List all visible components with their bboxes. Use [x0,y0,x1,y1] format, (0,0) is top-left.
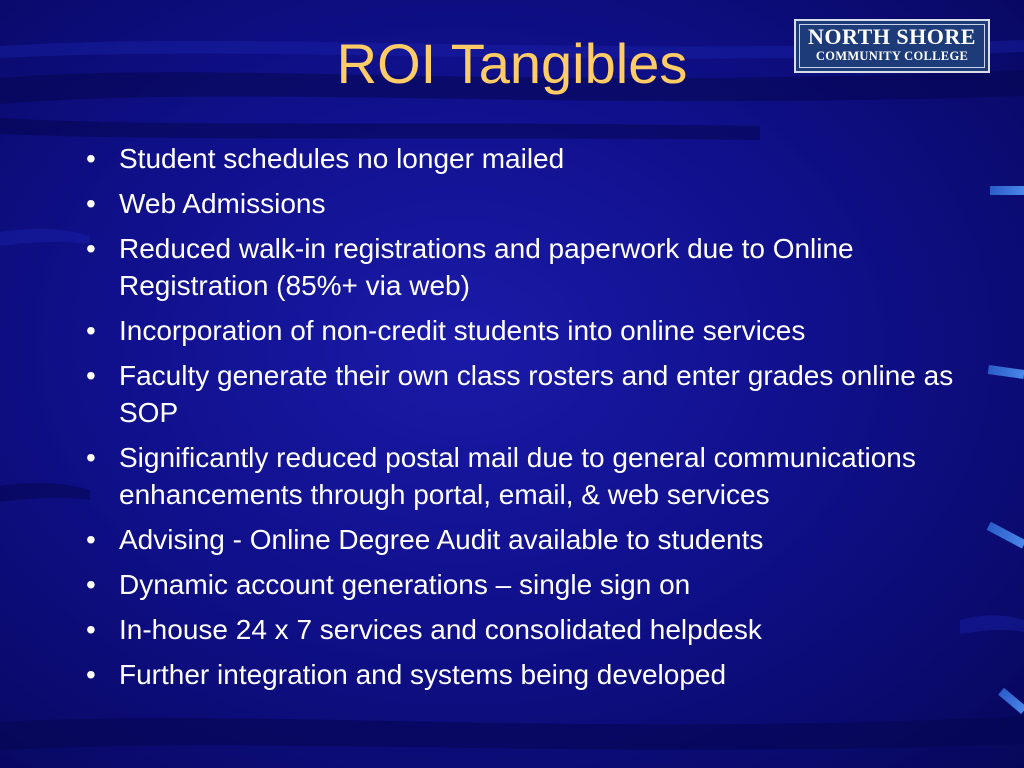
bullet-glyph: • [86,569,96,600]
bullet-glyph: • [86,659,96,690]
bullet-list [86,140,986,701]
bullet-text: Dynamic account generations – single sign on [119,569,691,600]
bullet-text: Reduced walk-in registrations and paperwork due to Online Registration (85%+ via web) [119,233,854,301]
bullet-item [86,439,986,513]
bullet-item [86,521,986,558]
bullet-item [86,185,986,222]
bullet-item [86,230,986,304]
bullet-glyph: • [86,315,96,346]
bullet-item [86,656,986,693]
logo-line-2: COMMUNITY COLLEGE [815,49,969,63]
bullet-glyph: • [86,233,96,264]
bullet-text: In-house 24 x 7 services and consolidated helpdesk [119,614,762,645]
bullet-item [86,140,986,177]
bullet-item [86,611,986,648]
bullet-glyph: • [86,360,96,391]
bullet-text: Significantly reduced postal mail due to general communications enhancements through portal, email, & web services [119,442,916,510]
bullet-text: Student schedules no longer mailed [119,143,565,174]
accent-mark-1 [990,186,1024,195]
bullet-glyph: • [86,524,96,555]
bullet-text: Faculty generate their own class rosters and enter grades online as SOP [119,360,954,428]
logo-line-1: NORTH SHORE [808,24,976,49]
bullet-item [86,312,986,349]
bullet-text: Advising - Online Degree Audit available to students [119,524,764,555]
bullet-text: Further integration and systems being developed [119,659,727,690]
bullet-glyph: • [86,143,96,174]
bullet-item [86,357,986,431]
bullet-glyph: • [86,188,96,219]
bullet-text: Web Admissions [119,188,326,219]
bullet-glyph: • [86,442,96,473]
bullet-glyph: • [86,614,96,645]
slide-title: ROI Tangibles [336,32,688,95]
bullet-item [86,566,986,603]
college-logo [794,19,990,73]
bullet-text: Incorporation of non-credit students into online services [119,315,806,346]
